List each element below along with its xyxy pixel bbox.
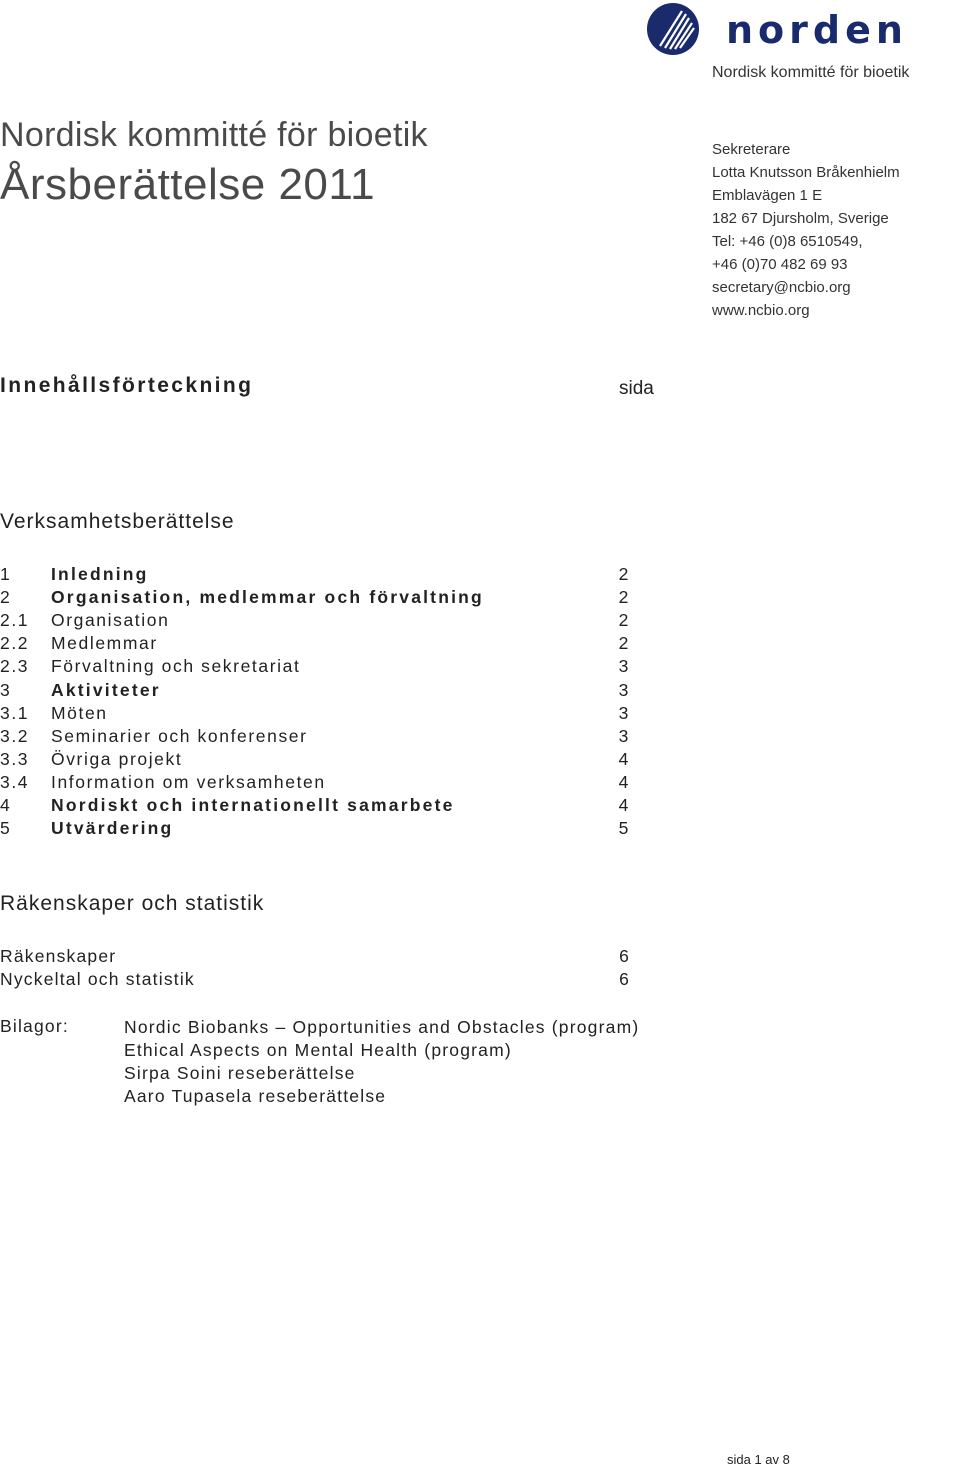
finance-entry-label: Räkenskaper bbox=[0, 946, 117, 966]
attachment-item: Ethical Aspects on Mental Health (program) bbox=[124, 1040, 512, 1060]
finance-entry-label: Nyckeltal och statistik bbox=[0, 969, 195, 990]
toc-entry-number: 1 bbox=[0, 564, 12, 584]
finance-entry-page: 6 bbox=[619, 946, 630, 966]
toc-entry-page: 3 bbox=[618, 702, 630, 723]
toc-entry[interactable] bbox=[0, 633, 632, 656]
toc-entry-page: 2 bbox=[618, 564, 630, 584]
toc-entry-label: Organisation, medlemmar och förvaltning bbox=[51, 587, 484, 608]
contact-name: Lotta Knutsson Bråkenhielm bbox=[712, 164, 900, 181]
page-indicator: sida 1 av 8 bbox=[727, 1452, 790, 1467]
norden-logo bbox=[646, 2, 921, 58]
finance-entry-page: 6 bbox=[619, 969, 630, 990]
toc-entry[interactable] bbox=[0, 656, 632, 679]
toc-entry-page: 4 bbox=[618, 771, 630, 792]
toc-entry-number: 2.1 bbox=[0, 610, 30, 631]
toc-entry-label: Medlemmar bbox=[51, 633, 158, 654]
toc-entry[interactable] bbox=[0, 749, 632, 772]
toc-entry[interactable] bbox=[0, 564, 632, 587]
finance-entry[interactable] bbox=[0, 946, 632, 969]
toc-entry-page: 2 bbox=[618, 610, 630, 631]
contact-website[interactable]: www.ncbio.org bbox=[712, 302, 810, 319]
toc-entry-page: 4 bbox=[618, 795, 630, 815]
norden-swan-icon bbox=[646, 2, 700, 56]
contact-role: Sekreterare bbox=[712, 141, 791, 158]
contact-street: Emblavägen 1 E bbox=[712, 187, 823, 204]
toc-entry-number: 5 bbox=[0, 818, 12, 839]
toc-entry-number: 3.4 bbox=[0, 771, 30, 792]
toc-entry-label: Nordiskt och internationellt samarbete bbox=[51, 795, 455, 815]
toc-entry-number: 2.2 bbox=[0, 633, 30, 654]
logo-wordmark: norden bbox=[726, 8, 908, 52]
toc-entry-number: 3.2 bbox=[0, 725, 30, 746]
contact-tel-2: +46 (0)70 482 69 93 bbox=[712, 256, 848, 273]
contact-block bbox=[712, 138, 900, 322]
toc-entry-number: 3 bbox=[0, 679, 12, 700]
toc-entry[interactable] bbox=[0, 726, 632, 749]
toc-entry[interactable] bbox=[0, 772, 632, 795]
toc-page-label: sida bbox=[619, 378, 654, 399]
toc-entry-page: 2 bbox=[618, 587, 630, 608]
toc-entry[interactable] bbox=[0, 587, 632, 610]
contact-tel-1: Tel: +46 (0)8 6510549, bbox=[712, 233, 863, 250]
toc-entry-label: Organisation bbox=[51, 610, 170, 631]
toc-entry-label: Möten bbox=[51, 702, 108, 723]
toc-entry[interactable] bbox=[0, 680, 632, 703]
attachments-list bbox=[124, 1016, 639, 1108]
section-title-rakenskaper: Räkenskaper och statistik bbox=[0, 892, 265, 915]
toc-entry[interactable] bbox=[0, 703, 632, 726]
toc-entry-label: Seminarier och konferenser bbox=[51, 725, 308, 746]
toc-entry-number: 3.1 bbox=[0, 702, 30, 723]
section-title-verksamhet: Verksamhetsberättelse bbox=[0, 510, 235, 533]
document-title-line2: Årsberättelse 2011 bbox=[0, 160, 376, 209]
toc-entry-number: 2.3 bbox=[0, 656, 30, 677]
attachment-item: Aaro Tupasela reseberättelse bbox=[124, 1086, 387, 1106]
toc-entry-label: Övriga projekt bbox=[51, 748, 183, 769]
attachments-label: Bilagor: bbox=[0, 1016, 69, 1036]
toc-entry-page: 2 bbox=[618, 633, 630, 654]
toc-entry-number: 4 bbox=[0, 795, 12, 815]
contact-email[interactable]: secretary@ncbio.org bbox=[712, 279, 851, 296]
toc-entry-label: Aktiviteter bbox=[51, 679, 161, 700]
header-organization: Nordisk kommitté för bioetik bbox=[712, 64, 910, 81]
toc-title: Innehållsförteckning bbox=[0, 374, 254, 397]
toc-entry-number: 2 bbox=[0, 587, 12, 608]
toc-entry-label: Information om verksamheten bbox=[51, 771, 326, 792]
attachment-item: Sirpa Soini reseberättelse bbox=[124, 1063, 356, 1083]
toc-entry-page: 3 bbox=[618, 679, 630, 700]
toc-entry-label: Utvärdering bbox=[51, 818, 174, 839]
toc-entry-number: 3.3 bbox=[0, 748, 30, 769]
document-title-line1: Nordisk kommitté för bioetik bbox=[0, 116, 428, 154]
attachment-item: Nordic Biobanks – Opportunities and Obstacles (program) bbox=[124, 1017, 640, 1037]
contact-city: 182 67 Djursholm, Sverige bbox=[712, 210, 889, 227]
toc-entry-page: 5 bbox=[618, 818, 630, 839]
toc-entry[interactable] bbox=[0, 795, 632, 818]
toc-entry-label: Förvaltning och sekretariat bbox=[51, 656, 301, 677]
toc-entry-page: 4 bbox=[618, 748, 630, 769]
toc-entry[interactable] bbox=[0, 610, 632, 633]
toc-entry-label: Inledning bbox=[51, 564, 149, 584]
finance-entry[interactable] bbox=[0, 969, 632, 992]
toc-entry[interactable] bbox=[0, 818, 632, 841]
toc-entry-page: 3 bbox=[618, 656, 630, 677]
toc-entry-page: 3 bbox=[618, 725, 630, 746]
